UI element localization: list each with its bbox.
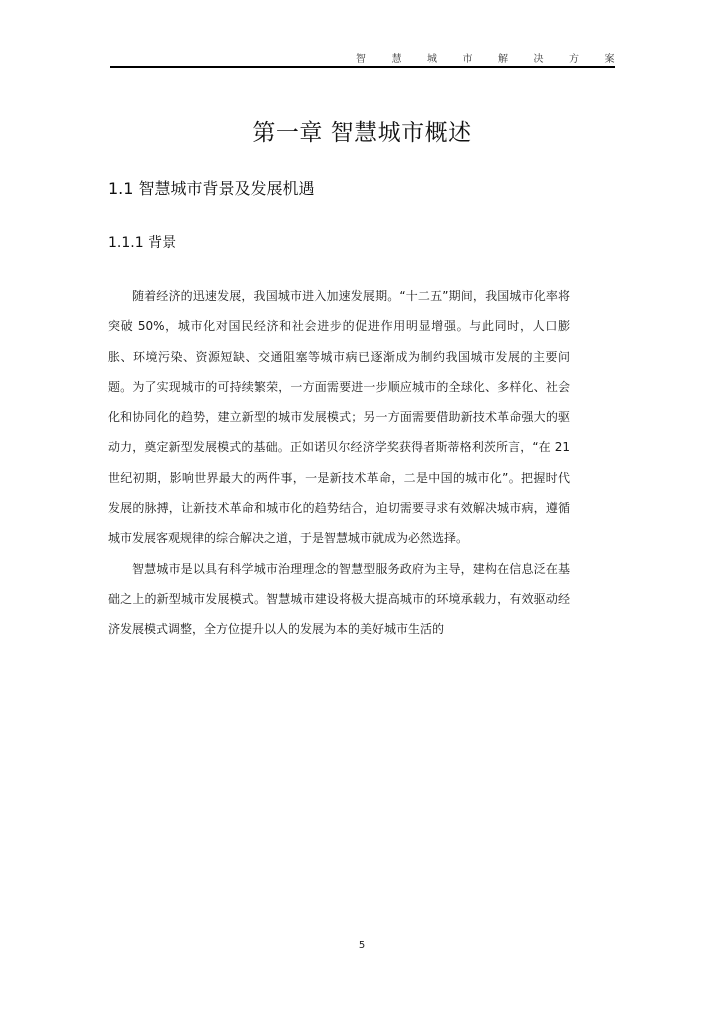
chapter-title: 第一章 智慧城市概述 <box>252 120 472 146</box>
body-text <box>108 281 570 645</box>
section-heading: 1.1 智慧城市背景及发展机遇 <box>108 179 315 198</box>
header-divider <box>110 66 615 68</box>
paragraph: 智慧城市是以具有科学城市治理理念的智慧型服务政府为主导，建构在信息泛在基础之上的新型城市发展模式。智慧城市建设将极大提高城市的环境承载力，有效驱动经济发展模式调整，全方位提升以人的发展为本的美好城市生活的 <box>108 561 570 637</box>
paragraph: 随着经济的迅速发展，我国城市进入加速发展期。“十二五”期间，我国城市化率将突破 50%，城市化对国民经济和社会进步的促进作用明显增强。与此同时，人口膨胀、环境污染、资源短缺、交通阻塞等城市病已逐渐成为制约我国城市发展的主要问题。为了实现城市的可持续繁荣，一方面需要进一步顺应城市的全球化、多样化、社会化和协同化的趋势，建立新型的城市发展模式；另一方面需要借助新技术革命强大的驱动力，奠定新型发展模式的基础。正如诺贝尔经济学奖获得者斯蒂格利茨所言，“在 21 世纪初期，影响世界最大的两件事，一是新技术革命，二是中国的城市化”。把握时代发展的脉搏，让新技术革命和城市化的趋势结合，迫切需要寻求有效解决城市病，遵循城市发展客观规律的综合解决之道，于是智慧城市就成为必然选择。 <box>108 289 570 546</box>
subsection-heading: 1.1.1 背景 <box>108 235 177 251</box>
page-number: 5 <box>358 940 366 951</box>
running-header-title: 智慧城市解决方案 <box>356 54 640 65</box>
